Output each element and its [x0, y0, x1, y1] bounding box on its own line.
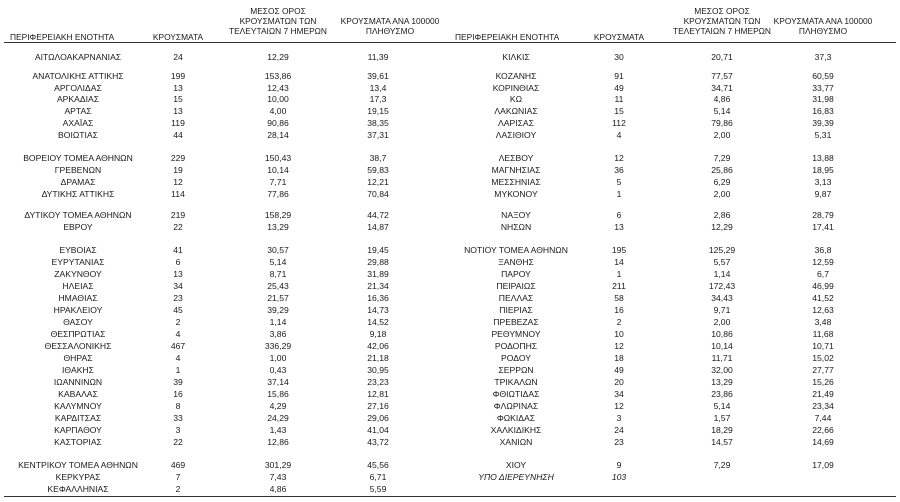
- region-name: ΥΠΟ ΔΙΕΡΕΥΝΗΣΗ: [478, 472, 554, 482]
- cases-value: 24: [173, 52, 183, 62]
- cases-value: 13: [173, 106, 183, 116]
- region-name: ΛΕΣΒΟΥ: [498, 153, 534, 163]
- region-name: ΚΟΖΑΝΗΣ: [495, 71, 537, 81]
- avg7-value: 336,29: [264, 341, 292, 351]
- cases-value: 3: [616, 413, 622, 423]
- region-name: ΠΕΛΛΑΣ: [498, 293, 534, 303]
- cases-value: 1: [616, 269, 622, 279]
- avg7-value: 37,14: [267, 377, 289, 387]
- region-name: ΙΩΑΝΝΙΝΩΝ: [53, 377, 103, 387]
- per100k-value: 11,68: [812, 329, 834, 339]
- cases-value: 103: [611, 472, 627, 482]
- region-name: ΤΡΙΚΑΛΩΝ: [494, 377, 538, 387]
- avg7-value: 2,00: [713, 189, 731, 199]
- per100k-value: 19,15: [367, 106, 389, 116]
- cases-value: 4: [175, 329, 181, 339]
- per100k-value: 38,35: [367, 118, 389, 128]
- region-name: ΑΝΑΤΟΛΙΚΗΣ ΑΤΤΙΚΗΣ: [32, 71, 124, 81]
- per100k-value: 44,72: [367, 210, 389, 220]
- region-name: ΧΙΟΥ: [505, 460, 527, 470]
- avg7-value: 18,29: [711, 425, 733, 435]
- header-avg7-line3: ΤΕΛΕΥΤΑΙΩΝ 7 ΗΜΕΡΩΝ: [228, 26, 327, 36]
- avg7-value: 1,00: [269, 353, 287, 363]
- cases-value: 12: [173, 177, 183, 187]
- per100k-value: 21,34: [367, 281, 389, 291]
- region-name: ΠΡΕΒΕΖΑΣ: [493, 317, 539, 327]
- region-name: ΝΗΣΩΝ: [500, 222, 532, 232]
- cases-value: 12: [614, 153, 624, 163]
- region-name: ΠΕΙΡΑΙΩΣ: [496, 281, 536, 291]
- cases-value: 49: [614, 83, 624, 93]
- region-name: ΝΟΤΙΟΥ ΤΟΜΕΑ ΑΘΗΝΩΝ: [464, 245, 568, 255]
- per100k-value: 16,83: [812, 106, 834, 116]
- avg7-value: 4,86: [269, 484, 287, 494]
- header-cases-right: ΚΡΟΥΣΜΑΤΑ: [593, 32, 645, 42]
- avg7-value: 7,43: [269, 472, 287, 482]
- per100k-value: 43,72: [367, 437, 389, 447]
- cases-value: 199: [170, 71, 186, 81]
- avg7-value: 25,43: [267, 281, 289, 291]
- per100k-value: 39,39: [812, 118, 834, 128]
- per100k-value: 70,84: [367, 189, 389, 199]
- cases-value: 6: [616, 210, 622, 220]
- avg7-value: 14,57: [711, 437, 733, 447]
- per100k-value: 37,31: [367, 130, 389, 140]
- cases-value: 16: [173, 389, 183, 399]
- region-name: ΛΑΡΙΣΑΣ: [498, 118, 534, 128]
- per100k-value: 37,3: [814, 52, 832, 62]
- header-rule: [4, 42, 896, 43]
- avg7-value: 28,14: [267, 130, 289, 140]
- cases-value: 119: [171, 118, 185, 128]
- per100k-value: 23,34: [812, 401, 834, 411]
- region-name: ΕΥΒΟΙΑΣ: [59, 245, 97, 255]
- region-name: ΒΟΡΕΙΟΥ ΤΟΜΕΑ ΑΘΗΝΩΝ: [23, 153, 133, 163]
- region-name: ΦΛΩΡΙΝΑΣ: [493, 401, 539, 411]
- avg7-value: 20,71: [711, 52, 733, 62]
- per100k-value: 14,52: [367, 317, 389, 327]
- cases-value: 4: [175, 353, 181, 363]
- per100k-value: 3,48: [814, 317, 832, 327]
- per100k-value: 12,63: [812, 305, 834, 315]
- avg7-value: 4,29: [269, 401, 287, 411]
- cases-value: 469: [170, 460, 186, 470]
- region-name: ΜΥΚΟΝΟΥ: [494, 189, 538, 199]
- per100k-value: 17,09: [812, 460, 834, 470]
- region-name: ΙΘΑΚΗΣ: [62, 365, 94, 375]
- cases-value: 18: [614, 353, 624, 363]
- per100k-value: 22,66: [812, 425, 834, 435]
- cases-value: 34: [614, 389, 624, 399]
- header-avg7-right: [662, 6, 782, 36]
- region-name: ΠΑΡΟΥ: [501, 269, 531, 279]
- per100k-value: 9,87: [814, 189, 832, 199]
- avg7-value: 21,57: [267, 293, 289, 303]
- cases-value: 22: [173, 437, 183, 447]
- per100k-value: 18,95: [812, 165, 834, 175]
- cases-value: 114: [171, 189, 185, 199]
- region-name: ΧΑΝΙΩΝ: [499, 437, 533, 447]
- per100k-value: 27,16: [367, 401, 389, 411]
- avg7-value: 1,14: [713, 269, 731, 279]
- cases-value: 20: [614, 377, 624, 387]
- avg7-value: 2,00: [713, 317, 731, 327]
- region-name: ΔΥΤΙΚΟΥ ΤΟΜΕΑ ΑΘΗΝΩΝ: [24, 210, 132, 220]
- header-per100k-line2: ΠΛΗΘΥΣΜΟ: [365, 26, 415, 36]
- region-name: ΚΑΡΠΑΘΟΥ: [54, 425, 102, 435]
- per100k-value: 39,61: [367, 71, 389, 81]
- per100k-value: 17,3: [369, 94, 387, 104]
- avg7-value: 1,43: [269, 425, 287, 435]
- region-name: ΧΑΛΚΙΔΙΚΗΣ: [490, 425, 542, 435]
- cases-value: 7: [175, 472, 181, 482]
- avg7-value: 13,29: [711, 377, 733, 387]
- per100k-value: 5,59: [369, 484, 387, 494]
- avg7-value: 24,29: [267, 413, 289, 423]
- avg7-value: 172,43: [708, 281, 736, 291]
- region-name: ΜΕΣΣΗΝΙΑΣ: [491, 177, 541, 187]
- per100k-value: 12,59: [812, 257, 834, 267]
- avg7-value: 150,43: [264, 153, 292, 163]
- header-region-right: ΠΕΡΙΦΕΡΕΙΑΚΗ ΕΝΟΤΗΤΑ: [455, 32, 560, 42]
- region-name: ΚΩ: [509, 94, 523, 104]
- cases-value: 23: [614, 437, 624, 447]
- header-cases-left: ΚΡΟΥΣΜΑΤΑ: [152, 32, 204, 42]
- header-per100k-left: [335, 16, 445, 36]
- region-name: ΑΡΚΑΔΙΑΣ: [56, 94, 100, 104]
- cases-value: 49: [614, 365, 624, 375]
- per100k-value: 28,79: [812, 210, 834, 220]
- avg7-value: 34,43: [711, 293, 733, 303]
- per100k-value: 59,83: [367, 165, 389, 175]
- cases-value: 8: [175, 401, 181, 411]
- per100k-value: 6,71: [369, 472, 387, 482]
- region-name: ΚΑΒΑΛΑΣ: [58, 389, 98, 399]
- cases-value: 24: [614, 425, 624, 435]
- region-name: ΠΙΕΡΙΑΣ: [499, 305, 533, 315]
- cases-value: 12: [614, 401, 624, 411]
- per100k-value: 14,69: [812, 437, 834, 447]
- region-name: ΘΑΣΟΥ: [63, 317, 93, 327]
- avg7-value: 7,29: [713, 153, 731, 163]
- region-name: ΚΕΡΚΥΡΑΣ: [55, 472, 101, 482]
- per100k-value: 29,06: [367, 413, 389, 423]
- avg7-value: 15,86: [267, 389, 289, 399]
- region-name: ΗΡΑΚΛΕΙΟΥ: [53, 305, 103, 315]
- region-name: ΡΕΘΥΜΝΟΥ: [491, 329, 541, 339]
- avg7-value: 4,00: [269, 106, 287, 116]
- region-name: ΑΧΑΪΑΣ: [62, 118, 94, 128]
- per100k-value: 31,89: [367, 269, 389, 279]
- region-name: ΓΡΕΒΕΝΩΝ: [54, 165, 102, 175]
- cases-value: 229: [170, 153, 186, 163]
- region-name: ΡΟΔΟΥ: [501, 353, 531, 363]
- per100k-value: 11,39: [367, 52, 389, 62]
- cases-value: 15: [173, 94, 183, 104]
- region-name: ΔΡΑΜΑΣ: [60, 177, 96, 187]
- avg7-value: 10,86: [711, 329, 733, 339]
- avg7-value: 6,29: [713, 177, 731, 187]
- cases-value: 58: [614, 293, 624, 303]
- bottom-rule: [4, 496, 896, 497]
- per100k-value: 36,8: [814, 245, 832, 255]
- avg7-value: 9,71: [713, 305, 731, 315]
- avg7-value: 1,57: [713, 413, 731, 423]
- per100k-value: 15,02: [812, 353, 834, 363]
- region-name: ΚΟΡΙΝΘΙΑΣ: [492, 83, 540, 93]
- region-name: ΒΟΙΩΤΙΑΣ: [58, 130, 98, 140]
- cases-value: 16: [614, 305, 624, 315]
- header-avg7-line3: ΤΕΛΕΥΤΑΙΩΝ 7 ΗΜΕΡΩΝ: [672, 26, 771, 36]
- per100k-value: 15,26: [812, 377, 834, 387]
- avg7-value: 301,29: [264, 460, 292, 470]
- per100k-value: 9,18: [369, 329, 387, 339]
- cases-value: 10: [614, 329, 624, 339]
- cases-value: 2: [175, 484, 181, 494]
- header-per100k-right: [768, 16, 878, 36]
- cases-value: 13: [173, 269, 183, 279]
- cases-value: 44: [173, 130, 183, 140]
- avg7-value: 153,86: [264, 71, 292, 81]
- avg7-value: 12,43: [267, 83, 289, 93]
- per100k-value: 7,44: [814, 413, 832, 423]
- header-per100k-line1: ΚΡΟΥΣΜΑΤΑ ΑΝΑ 100000: [773, 16, 873, 26]
- region-name: ΖΑΚΥΝΘΟΥ: [54, 269, 102, 279]
- cases-value: 195: [611, 245, 627, 255]
- avg7-value: 2,00: [713, 130, 731, 140]
- cases-value: 12: [614, 341, 624, 351]
- cases-value: 3: [175, 425, 181, 435]
- avg7-value: 23,86: [711, 389, 733, 399]
- avg7-value: 7,29: [713, 460, 731, 470]
- cases-value: 13: [614, 222, 624, 232]
- per100k-value: 42,06: [367, 341, 389, 351]
- cases-value: 2: [175, 317, 181, 327]
- cases-value: 19: [173, 165, 183, 175]
- per100k-value: 12,81: [367, 389, 389, 399]
- per100k-value: 17,41: [812, 222, 834, 232]
- cases-value: 45: [173, 305, 183, 315]
- cases-value: 34: [173, 281, 183, 291]
- region-name: ΕΥΡΥΤΑΝΙΑΣ: [51, 257, 105, 267]
- region-name: ΘΗΡΑΣ: [63, 353, 93, 363]
- cases-value: 33: [173, 413, 183, 423]
- cases-value: 112: [612, 118, 626, 128]
- per100k-value: 45,56: [367, 460, 389, 470]
- header-avg7-line1: ΜΕΣΟΣ ΟΡΟΣ: [250, 6, 306, 16]
- avg7-value: 10,14: [267, 165, 289, 175]
- region-name: ΚΕΦΑΛΛΗΝΙΑΣ: [47, 484, 109, 494]
- avg7-value: 5,57: [713, 257, 731, 267]
- cases-value: 211: [612, 281, 626, 291]
- per100k-value: 41,04: [367, 425, 389, 435]
- header-avg7-line1: ΜΕΣΟΣ ΟΡΟΣ: [694, 6, 750, 16]
- cases-value: 2: [616, 317, 622, 327]
- region-name: ΗΛΕΙΑΣ: [62, 281, 94, 291]
- cases-value: 23: [173, 293, 183, 303]
- per100k-value: 60,59: [812, 71, 834, 81]
- avg7-value: 12,86: [267, 437, 289, 447]
- cases-value: 9: [616, 460, 622, 470]
- per100k-value: 14,73: [367, 305, 389, 315]
- avg7-value: 0,43: [269, 365, 287, 375]
- cases-value: 14: [614, 257, 624, 267]
- avg7-value: 79,86: [711, 118, 733, 128]
- region-name: ΚΑΛΥΜΝΟΥ: [54, 401, 102, 411]
- header-avg7-line2: ΚΡΟΥΣΜΑΤΩΝ ΤΩΝ: [683, 16, 761, 26]
- per100k-value: 21,49: [812, 389, 834, 399]
- avg7-value: 10,14: [711, 341, 733, 351]
- per100k-value: 33,77: [812, 83, 834, 93]
- region-name: ΚΙΛΚΙΣ: [502, 52, 530, 62]
- region-name: ΕΒΡΟΥ: [63, 222, 93, 232]
- header-region-left: ΠΕΡΙΦΕΡΕΙΑΚΗ ΕΝΟΤΗΤΑ: [10, 32, 115, 42]
- cases-value: 219: [170, 210, 186, 220]
- header-avg7-left: [218, 6, 338, 36]
- per100k-value: 5,31: [814, 130, 832, 140]
- cases-value: 30: [614, 52, 624, 62]
- cases-value: 467: [170, 341, 186, 351]
- header-per100k-line1: ΚΡΟΥΣΜΑΤΑ ΑΝΑ 100000: [340, 16, 440, 26]
- per100k-value: 12,21: [367, 177, 389, 187]
- region-name: ΝΑΞΟΥ: [501, 210, 531, 220]
- region-name: ΦΩΚΙΔΑΣ: [496, 413, 536, 423]
- avg7-value: 32,00: [711, 365, 733, 375]
- avg7-value: 2,86: [713, 210, 731, 220]
- cases-value: 11: [614, 94, 624, 104]
- avg7-value: 90,86: [267, 118, 289, 128]
- avg7-value: 77,86: [267, 189, 289, 199]
- avg7-value: 4,86: [713, 94, 731, 104]
- avg7-value: 8,71: [269, 269, 287, 279]
- per100k-value: 46,99: [812, 281, 834, 291]
- cases-value: 15: [614, 106, 624, 116]
- avg7-value: 12,29: [711, 222, 733, 232]
- avg7-value: 7,71: [269, 177, 287, 187]
- region-name: ΑΡΤΑΣ: [64, 106, 92, 116]
- cases-value: 22: [173, 222, 183, 232]
- avg7-value: 1,14: [269, 317, 287, 327]
- per100k-value: 13,4: [369, 83, 387, 93]
- cases-value: 1: [175, 365, 181, 375]
- region-name: ΞΑΝΘΗΣ: [498, 257, 534, 267]
- avg7-value: 12,29: [267, 52, 289, 62]
- per100k-value: 31,98: [812, 94, 834, 104]
- avg7-value: 10,00: [267, 94, 289, 104]
- region-name: ΚΑΣΤΟΡΙΑΣ: [54, 437, 102, 447]
- cases-value: 41: [173, 245, 183, 255]
- avg7-value: 11,71: [711, 353, 733, 363]
- avg7-value: 125,29: [708, 245, 736, 255]
- per100k-value: 29,88: [367, 257, 389, 267]
- region-name: ΑΙΤΩΛΟΑΚΑΡΝΑΝΙΑΣ: [34, 52, 122, 62]
- per100k-value: 30,95: [367, 365, 389, 375]
- region-name: ΚΕΝΤΡΙΚΟΥ ΤΟΜΕΑ ΑΘΗΝΩΝ: [18, 460, 138, 470]
- region-name: ΚΑΡΔΙΤΣΑΣ: [54, 413, 102, 423]
- cases-value: 36: [614, 165, 624, 175]
- cases-value: 4: [616, 130, 622, 140]
- per100k-value: 27,77: [812, 365, 834, 375]
- avg7-value: 13,29: [267, 222, 289, 232]
- cases-value: 1: [616, 189, 622, 199]
- per100k-value: 10,71: [812, 341, 834, 351]
- per100k-value: 16,36: [367, 293, 389, 303]
- avg7-value: 77,57: [711, 71, 733, 81]
- per100k-value: 3,13: [814, 177, 832, 187]
- avg7-value: 3,86: [269, 329, 287, 339]
- region-name: ΘΕΣΠΡΩΤΙΑΣ: [50, 329, 106, 339]
- header-per100k-line2: ΠΛΗΘΥΣΜΟ: [798, 26, 848, 36]
- cases-value: 91: [614, 71, 624, 81]
- cases-value: 13: [173, 83, 183, 93]
- avg7-value: 5,14: [713, 106, 731, 116]
- cases-value: 6: [175, 257, 181, 267]
- region-name: ΘΕΣΣΑΛΟΝΙΚΗΣ: [44, 341, 112, 351]
- region-name: ΜΑΓΝΗΣΙΑΣ: [491, 165, 541, 175]
- avg7-value: 25,86: [711, 165, 733, 175]
- per100k-value: 14,87: [367, 222, 389, 232]
- region-name: ΔΥΤΙΚΗΣ ΑΤΤΙΚΗΣ: [41, 189, 115, 199]
- avg7-value: 39,29: [267, 305, 289, 315]
- header-avg7-line2: ΚΡΟΥΣΜΑΤΩΝ ΤΩΝ: [239, 16, 317, 26]
- avg7-value: 30,57: [267, 245, 289, 255]
- region-name: ΣΕΡΡΩΝ: [498, 365, 534, 375]
- avg7-value: 158,29: [264, 210, 292, 220]
- per100k-value: 13,88: [812, 153, 834, 163]
- per100k-value: 19,45: [367, 245, 389, 255]
- region-name: ΑΡΓΟΛΙΔΑΣ: [54, 83, 102, 93]
- cases-value: 5: [616, 177, 622, 187]
- per100k-value: 38,7: [369, 153, 387, 163]
- avg7-value: 34,71: [711, 83, 733, 93]
- region-name: ΛΑΚΩΝΙΑΣ: [494, 106, 538, 116]
- per100k-value: 41,52: [812, 293, 834, 303]
- region-name: ΛΑΣΙΘΙΟΥ: [495, 130, 537, 140]
- per100k-value: 21,18: [367, 353, 389, 363]
- region-name: ΦΘΙΩΤΙΔΑΣ: [492, 389, 540, 399]
- avg7-value: 5,14: [713, 401, 731, 411]
- per100k-value: 6,7: [817, 269, 829, 279]
- avg7-value: 5,14: [269, 257, 287, 267]
- cases-value: 39: [173, 377, 183, 387]
- region-name: ΗΜΑΘΙΑΣ: [58, 293, 98, 303]
- per100k-value: 23,23: [367, 377, 389, 387]
- region-name: ΡΟΔΟΠΗΣ: [494, 341, 538, 351]
